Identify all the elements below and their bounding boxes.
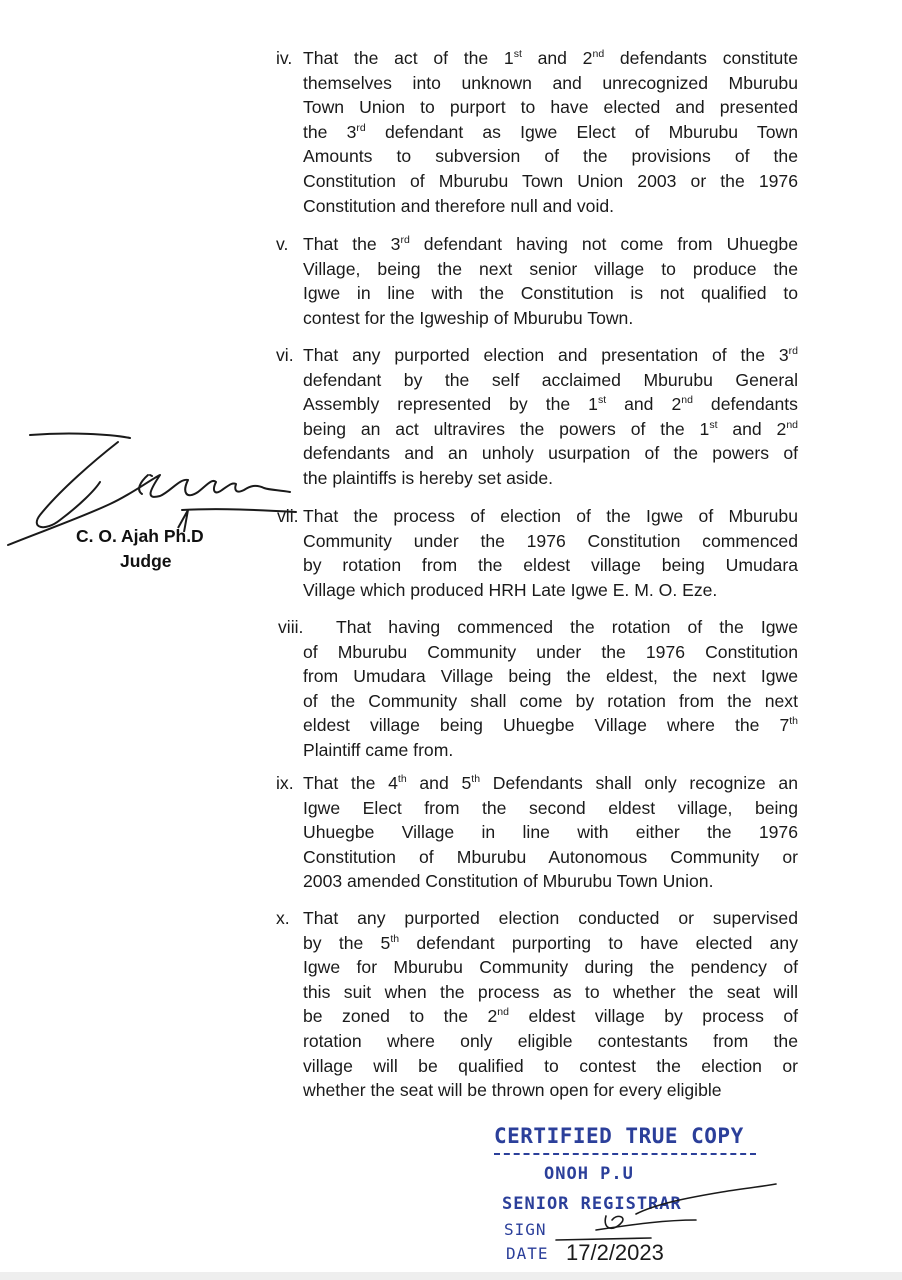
order-item-iv: [276, 46, 798, 218]
text-line: That the 4th and 5th Defendants shall only recognize an: [303, 773, 798, 793]
item-numeral: viii.: [278, 617, 304, 637]
text-line: be zoned to the 2nd eldest village by process of: [303, 1006, 798, 1027]
text-line: whether the seat will be thrown open for every eligible: [303, 1080, 722, 1101]
text-line: Igwe in line with the Constitution is not qualified to: [303, 283, 798, 304]
text-line: Assembly represented by the 1st and 2nd defendants: [303, 394, 798, 415]
item-numeral: x.: [276, 908, 290, 928]
registrar-name: ONOH P.U: [544, 1164, 634, 1184]
text-line: Uhuegbe Village in line with either the 1976: [303, 822, 798, 843]
item-numeral: iv.: [276, 48, 293, 68]
text-line: Constitution of Mburubu Town Union 2003 or the 1976: [303, 170, 798, 191]
item-numeral: ix.: [276, 773, 294, 793]
text-line: by rotation from the eldest village being Umudara: [303, 555, 798, 576]
sign-label: SIGN: [504, 1220, 547, 1239]
item-numeral: v.: [276, 234, 289, 254]
item-text: [303, 343, 798, 491]
item-numeral: vi.: [276, 345, 294, 365]
handwritten-date: 17/2/2023: [566, 1240, 664, 1265]
text-line: of the Community shall come by rotation from the next: [303, 690, 798, 711]
text-line: defendants and an unholy usurpation of the powers of: [303, 443, 798, 464]
item-text: [303, 232, 798, 330]
text-line: Plaintiff came from.: [303, 739, 454, 760]
text-line: rotation where only eligible contestants from the: [303, 1030, 798, 1051]
order-item-x: [276, 906, 798, 1103]
text-line: being an act ultravires the powers of the 1st and 2nd: [303, 418, 798, 439]
bottom-edge: [0, 1272, 902, 1280]
item-numeral: vii.: [277, 506, 299, 526]
text-line: the plaintiffs is hereby set aside.: [303, 467, 554, 488]
text-line: Village, being the next senior village to produce the: [303, 258, 798, 279]
text-line: defendant by the self acclaimed Mburubu General: [303, 369, 798, 390]
text-line: by the 5th defendant purporting to have elected any: [303, 932, 798, 953]
text-line: That the act of the 1st and 2nd defendants constitute: [303, 48, 799, 68]
item-text: [303, 504, 798, 602]
text-line: Town Union to purport to have elected and presented: [303, 97, 798, 118]
judge-signature-block: [0, 420, 300, 580]
item-text: [303, 615, 798, 763]
item-text: [303, 46, 798, 218]
text-line: Community under the 1976 Constitution commenced: [303, 530, 798, 551]
handwritten-stamp-marks: [486, 1120, 786, 1280]
order-item-vii: [276, 504, 798, 602]
order-item-vi: [276, 343, 798, 491]
text-line: That any purported election conducted or supervised: [303, 908, 798, 928]
item-text: [303, 771, 798, 894]
registrar-role: SENIOR REGISTRAR: [502, 1194, 682, 1214]
text-line: Igwe Elect from the second eldest village, being: [303, 797, 798, 818]
text-line: That the process of election of the Igwe of Mburubu: [303, 506, 798, 526]
text-line: That the 3rd defendant having not come from Uhuegbe: [303, 234, 798, 254]
text-line: Village which produced HRH Late Igwe E. M. O. Eze.: [303, 579, 718, 600]
text-line: Igwe for Mburubu Community during the pendency of: [303, 957, 798, 978]
text-line: That any purported election and presentation of the 3rd: [303, 345, 798, 365]
text-line: the 3rd defendant as Igwe Elect of Mburubu Town: [303, 121, 798, 142]
order-item-v: [276, 232, 798, 330]
order-item-viii: [276, 615, 798, 763]
text-line: Amounts to subversion of the provisions of the: [303, 146, 798, 167]
stamp-title: CERTIFIED TRUE COPY: [494, 1124, 744, 1148]
text-line: of Mburubu Community under the 1976 Constitution: [303, 641, 798, 662]
text-line: 2003 amended Constitution of Mburubu Town Union.: [303, 871, 714, 892]
text-line: this suit when the process as to whether the seat will: [303, 981, 798, 1002]
text-line: village will be qualified to contest the election or: [303, 1055, 798, 1076]
text-line: That having commenced the rotation of the Igwe: [336, 617, 798, 637]
item-text: [303, 906, 798, 1103]
text-line: themselves into unknown and unrecognized Mburubu: [303, 72, 798, 93]
judge-name: C. O. Ajah Ph.D: [76, 526, 204, 546]
text-line: contest for the Igweship of Mburubu Town.: [303, 307, 634, 328]
text-line: Constitution of Mburubu Autonomous Community or: [303, 846, 798, 867]
text-line: Constitution and therefore null and void.: [303, 195, 615, 216]
text-line: eldest village being Uhuegbe Village where the 7th: [303, 715, 798, 736]
judge-title: Judge: [120, 551, 172, 571]
order-item-ix: [276, 771, 798, 894]
date-label: DATE: [506, 1244, 549, 1263]
text-line: from Umudara Village being the eldest, the next Igwe: [303, 666, 798, 687]
certified-true-copy-stamp: [486, 1120, 786, 1280]
